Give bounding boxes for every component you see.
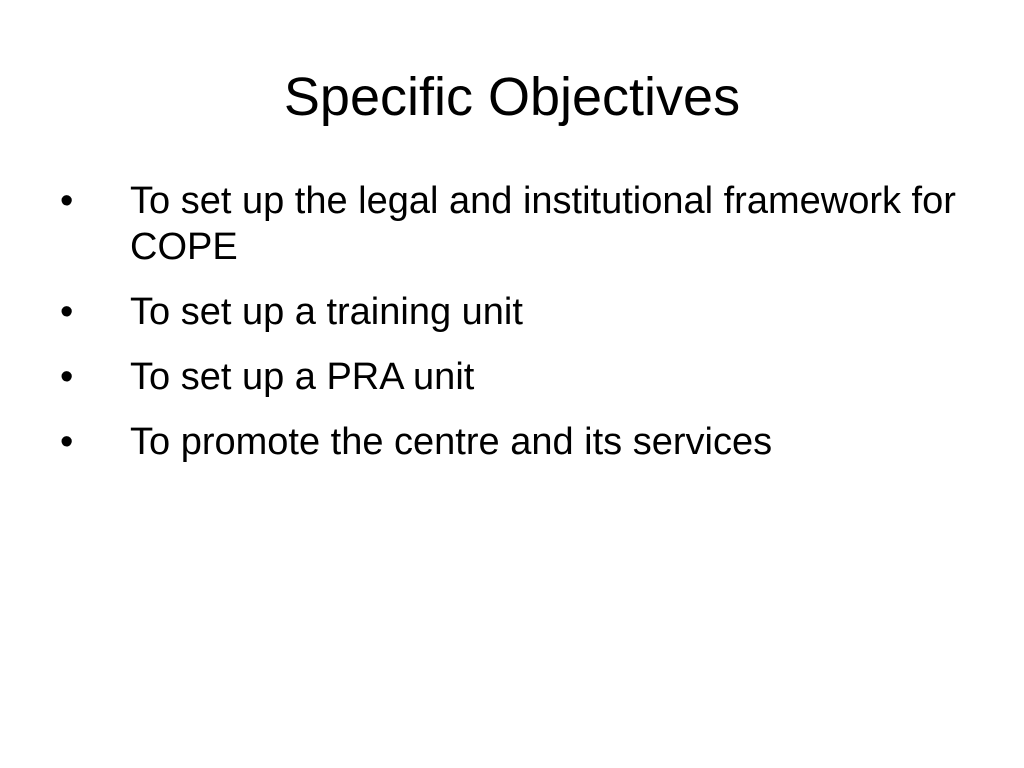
bullet-icon: • [60,291,74,333]
objectives-list [60,178,960,484]
list-item-text: To set up a training unit [130,291,523,333]
bullet-icon: • [60,421,74,463]
list-item [60,178,960,270]
slide-title: Specific Objectives [283,67,741,127]
list-item [60,289,960,335]
list-item-text: To promote the centre and its services [130,421,773,463]
list-item [60,419,960,465]
list-item-text: To set up the legal and institutional framework for COPE [130,180,956,268]
list-item-text: To set up a PRA unit [130,356,475,398]
list-item [60,354,960,400]
bullet-icon: • [60,356,74,398]
bullet-icon: • [60,180,74,222]
